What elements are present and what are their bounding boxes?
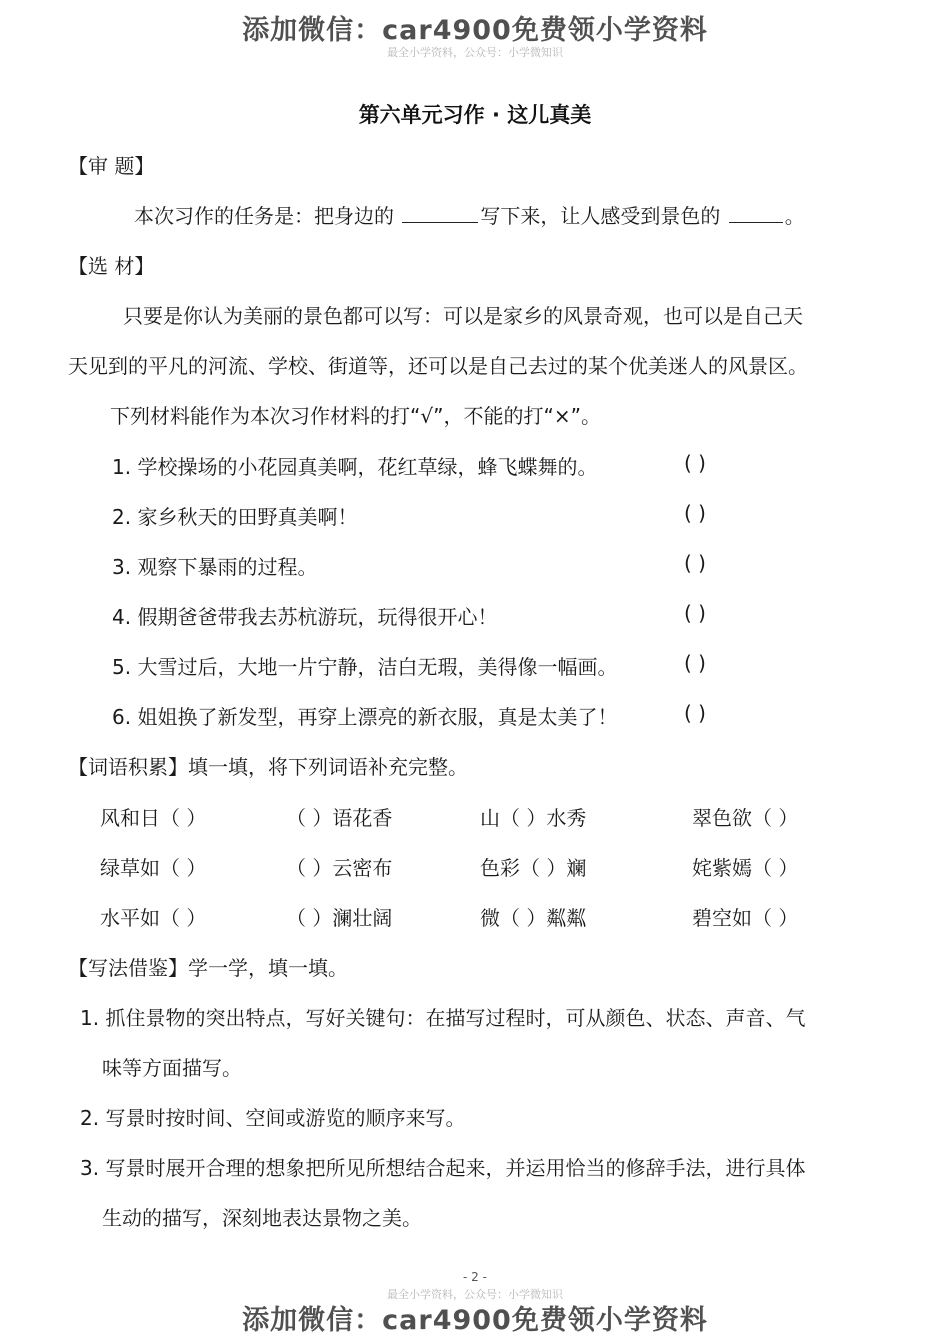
idiom-fill[interactable]: 碧空如（ ） <box>692 906 799 930</box>
section-heading-xuancai: 【选 材】 <box>68 254 155 278</box>
list-item: 3. 观察下暴雨的过程。 <box>112 555 318 579</box>
xuancai-para-line1: 只要是你认为美丽的景色都可以写：可以是家乡的风景奇观，也可以是自己天 <box>123 304 803 328</box>
xiefa-item-2: 2. 写景时按时间、空间或游览的顺序来写。 <box>80 1106 466 1130</box>
watermark-bottom: 添加微信：car4900免费领小学资料 <box>242 1305 708 1336</box>
list-item: 2. 家乡秋天的田野真美啊！ <box>112 505 358 529</box>
idiom-fill[interactable]: 微（ ）粼粼 <box>480 906 587 930</box>
idiom-fill[interactable]: （ ）云密布 <box>286 856 393 880</box>
answer-parenthesis[interactable]: ( ) <box>684 551 706 575</box>
xuancai-para-line2: 天见到的平凡的河流、学校、街道等，还可以是自己去过的某个优美迷人的风景区。 <box>68 354 808 378</box>
idiom-fill[interactable]: 风和日（ ） <box>100 806 207 830</box>
idiom-fill[interactable]: 山（ ）水秀 <box>480 806 587 830</box>
answer-parenthesis[interactable]: ( ) <box>684 451 706 475</box>
shenti-task <box>134 200 805 229</box>
shenti-text-a: 本次习作的任务是：把身边的 <box>134 204 394 228</box>
faint-footer: 最全小学资料，公众号：小学微知识 <box>387 1288 563 1301</box>
page-number: - 2 - <box>463 1270 487 1284</box>
idiom-fill[interactable]: （ ）语花香 <box>286 806 393 830</box>
section-heading-ciyu: 【词语积累】填一填，将下列词语补充完整。 <box>68 755 468 779</box>
list-item: 4. 假期爸爸带我去苏杭游玩，玩得很开心！ <box>112 605 498 629</box>
answer-parenthesis[interactable]: ( ) <box>684 601 706 625</box>
answer-parenthesis[interactable]: ( ) <box>684 501 706 525</box>
blank-line[interactable] <box>729 202 783 223</box>
shenti-text-c: 。 <box>784 204 805 228</box>
answer-parenthesis[interactable]: ( ) <box>684 701 706 725</box>
page-title: 第六单元习作 · 这儿真美 <box>358 103 592 127</box>
blank-line[interactable] <box>402 202 478 223</box>
xiefa-item-3: 3. 写景时展开合理的想象把所见所想结合起来，并运用恰当的修辞手法，进行具体 <box>80 1156 806 1180</box>
xiefa-item-1-cont: 味等方面描写。 <box>102 1056 242 1080</box>
xuancai-instruction: 下列材料能作为本次习作材料的打“√”，不能的打“×”。 <box>110 404 601 428</box>
answer-parenthesis[interactable]: ( ) <box>684 651 706 675</box>
idiom-fill[interactable]: 姹紫嫣（ ） <box>692 856 799 880</box>
section-heading-xiefa: 【写法借鉴】学一学，填一填。 <box>68 956 348 980</box>
idiom-fill[interactable]: 水平如（ ） <box>100 906 207 930</box>
watermark-top: 添加微信：car4900免费领小学资料 <box>242 15 708 46</box>
list-item: 1. 学校操场的小花园真美啊，花红草绿，蜂飞蝶舞的。 <box>112 455 598 479</box>
list-item: 5. 大雪过后，大地一片宁静，洁白无瑕，美得像一幅画。 <box>112 655 618 679</box>
idiom-fill[interactable]: 色彩（ ）斓 <box>480 856 587 880</box>
xiefa-item-1: 1. 抓住景物的突出特点，写好关键句：在描写过程时，可从颜色、状态、声音、气 <box>80 1006 806 1030</box>
xiefa-item-3-cont: 生动的描写，深刻地表达景物之美。 <box>102 1206 422 1230</box>
section-heading-shenti: 【审 题】 <box>68 154 155 178</box>
faint-header: 最全小学资料，公众号：小学微知识 <box>387 46 563 59</box>
shenti-text-b: 写下来，让人感受到景色的 <box>480 204 721 228</box>
idiom-fill[interactable]: 翠色欲（ ） <box>692 806 799 830</box>
idiom-fill[interactable]: 绿草如（ ） <box>100 856 207 880</box>
list-item: 6. 姐姐换了新发型，再穿上漂亮的新衣服，真是太美了！ <box>112 705 618 729</box>
idiom-fill[interactable]: （ ）澜壮阔 <box>286 906 393 930</box>
